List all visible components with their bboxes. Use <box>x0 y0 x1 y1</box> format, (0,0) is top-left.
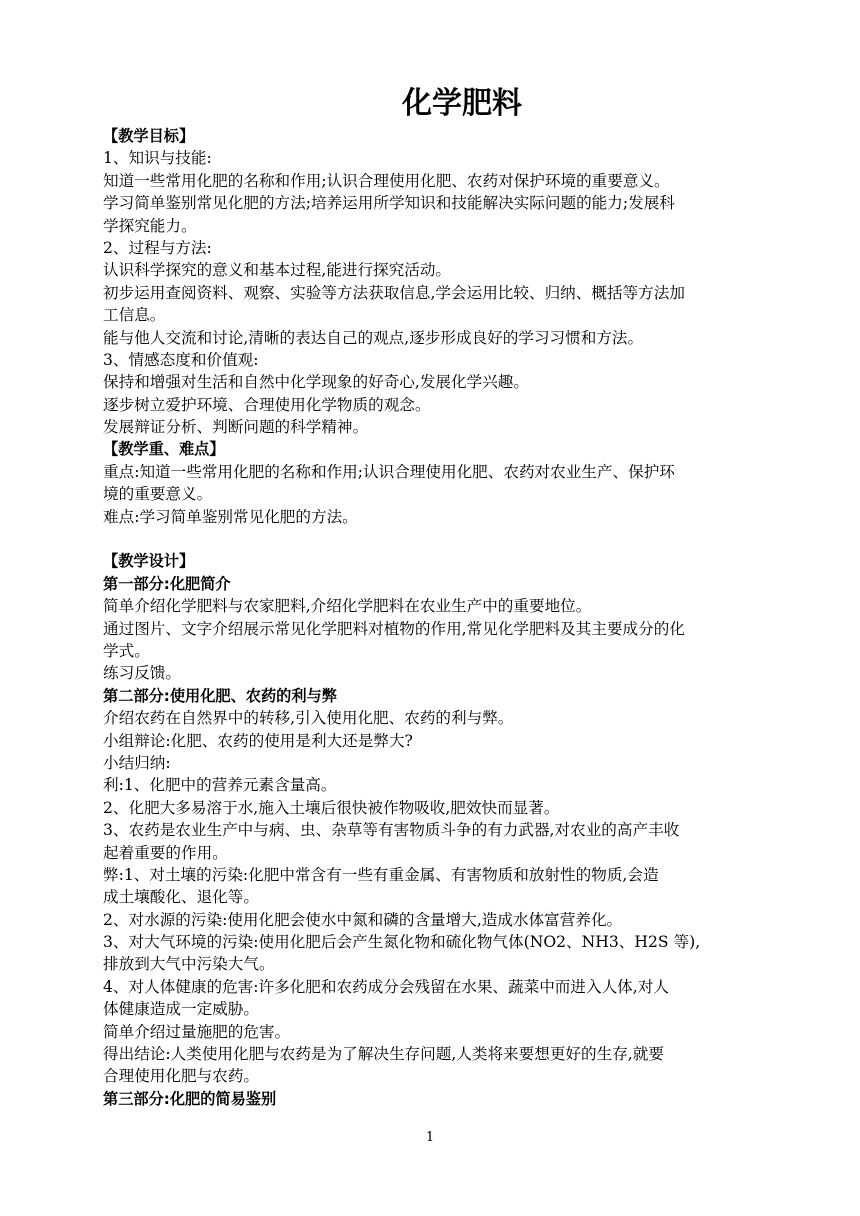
text-line: 3、情感态度和价值观: <box>103 350 259 369</box>
text-line: 合理使用化肥与农药。 <box>103 1067 259 1086</box>
blank-line <box>103 528 763 550</box>
text-line: 保持和增强对生活和自然中化学现象的好奇心,发展化学兴趣。 <box>103 373 529 392</box>
text-line: 小结归纳: <box>103 753 171 772</box>
text-line: 1、知识与技能: <box>103 149 212 168</box>
section-heading: 【教学目标】 <box>103 127 195 145</box>
text-line: 4、对人体健康的危害:许多化肥和农药成分会残留在水果、蔬菜中而进入人体,对人 <box>103 977 669 996</box>
section-heading: 【教学重、难点】 <box>103 440 225 459</box>
text-line: 练习反馈。 <box>103 664 181 683</box>
text-line: 能与他人交流和讨论,清晰的表达自己的观点,逐步形成良好的学习习惯和方法。 <box>103 328 644 347</box>
text-line: 简单介绍过量施肥的危害。 <box>103 1022 291 1041</box>
page-number: 1 <box>425 1130 435 1145</box>
text-line: 起着重要的作用。 <box>103 843 228 862</box>
text-line: 逐步树立爱护环境、合理使用化学物质的观念。 <box>103 395 431 414</box>
text-line: 难点:学习简单鉴别常见化肥的方法。 <box>103 507 358 526</box>
text-line: 简单介绍化学肥料与农家肥料,介绍化学肥料在农业生产中的重要地位。 <box>103 597 592 616</box>
text-line: 初步运用查阅资料、观察、实验等方法获取信息,学会运用比较、归纳、概括等方法加 <box>103 283 685 302</box>
text-line: 2、化肥大多易溶于水,施入土壤后很快被作物吸收,肥效快而显著。 <box>103 798 560 817</box>
text-line: 小组辩论:化肥、农药的使用是利大还是弊大? <box>103 731 413 750</box>
text-line: 学习简单鉴别常见化肥的方法;培养运用所学知识和技能解决实际问题的能力;发展科 <box>103 194 675 213</box>
text-line: 通过图片、文字介绍展示常见化学肥料对植物的作用,常见化学肥料及其主要成分的化 <box>103 619 685 638</box>
text-line: 介绍农药在自然界中的转移,引入使用化肥、农药的利与弊。 <box>103 709 514 728</box>
text-line: 学探究能力。 <box>103 216 197 235</box>
text-line: 弊:1、对土壤的污染:化肥中常含有一些有重金属、有害物质和放射性的物质,会造 <box>103 865 659 884</box>
text-line: 排放到大气中污染大气。 <box>103 955 275 974</box>
text-line: 3、农药是农业生产中与病、虫、杂草等有害物质斗争的有力武器,对农业的高产丰收 <box>103 821 680 840</box>
section-heading: 第一部分:化肥简介 <box>103 574 231 593</box>
page-title: 化学肥料 <box>402 86 522 121</box>
text-line: 知道一些常用化肥的名称和作用;认识合理使用化肥、农药对保护环境的重要意义。 <box>103 171 670 190</box>
text-line: 2、过程与方法: <box>103 238 212 257</box>
text-line: 体健康造成一定威胁。 <box>103 1000 259 1019</box>
text-line: 认识科学探究的意义和基本过程,能进行探究活动。 <box>103 261 452 280</box>
section-heading: 第三部分:化肥的简易鉴别 <box>103 1089 277 1108</box>
text-line: 成土壤酸化、退化等。 <box>103 888 259 907</box>
text-line: 工信息。 <box>103 306 166 325</box>
text-line: 境的重要意义。 <box>103 485 213 504</box>
section-heading: 第二部分:使用化肥、农药的利与弊 <box>103 686 337 705</box>
text-line: 重点:知道一些常用化肥的名称和作用;认识合理使用化肥、农药对农业生产、保护环 <box>103 462 675 481</box>
text-line: 3、对大气环境的污染:使用化肥后会产生氮化物和硫化物气体(NO2、NH3、H2S 等), <box>103 933 701 952</box>
text-line: 2、对水源的污染:使用化肥会使水中氮和磷的含量增大,造成水体富营养化。 <box>103 910 623 929</box>
section-heading: 【教学设计】 <box>103 552 195 571</box>
text-line: 发展辩证分析、判断问题的科学精神。 <box>103 418 369 437</box>
text-line: 利:1、化肥中的营养元素含量高。 <box>103 776 337 795</box>
text-line: 得出结论:人类使用化肥与农药是为了解决生存问题,人类将来要想更好的生存,就要 <box>103 1045 664 1064</box>
document-body <box>103 125 763 1110</box>
text-line: 学式。 <box>103 641 150 660</box>
